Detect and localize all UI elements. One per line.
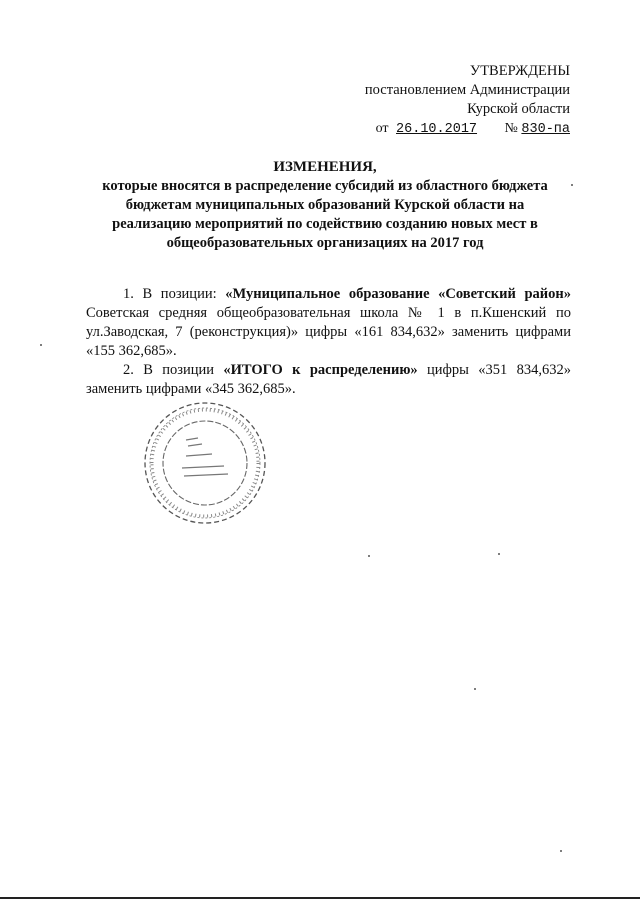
heading-line: реализацию мероприятий по содействию созданию новых мест в <box>112 216 538 232</box>
document-body <box>86 285 571 399</box>
item-2-prefix: 2. В позиции <box>123 362 224 378</box>
scan-speck <box>474 688 476 690</box>
heading-line: бюджетам муниципальных образований Курской области на <box>125 197 525 213</box>
heading-line: общеобразовательных организациях на 2017 год <box>166 235 484 251</box>
item-2-text: цифры «351 834,632» заменить цифрами «345 362,685». <box>86 362 571 397</box>
round-seal-stamp <box>142 400 268 526</box>
scan-speck <box>498 553 500 555</box>
number-label: № <box>504 121 518 136</box>
scan-speck <box>560 850 562 852</box>
resolution-label: постановлением Администрации <box>364 82 570 98</box>
region-label: Курской области <box>467 101 570 117</box>
heading-line: которые вносятся в распределение субсидий из областного бюджета <box>102 178 548 194</box>
item-1-prefix: 1. В позиции: <box>123 286 226 302</box>
item-2-position: «ИТОГО к распределению» <box>223 362 418 378</box>
document-heading <box>90 158 560 253</box>
scan-bottom-edge <box>0 897 640 899</box>
item-1-position: «Муниципальное образование «Советский район» <box>225 286 571 302</box>
approval-block <box>330 62 570 139</box>
scan-speck <box>40 344 42 346</box>
scan-speck <box>368 555 370 557</box>
scan-speck <box>571 184 573 186</box>
document-title: ИЗМЕНЕНИЯ, <box>273 159 377 175</box>
date-number-line <box>330 119 570 139</box>
resolution-number: 830-па <box>521 122 570 137</box>
change-item-2 <box>86 361 571 399</box>
from-label: от <box>375 121 389 136</box>
approved-label: УТВЕРЖДЕНЫ <box>469 63 570 79</box>
resolution-date: 26.10.2017 <box>396 122 478 137</box>
item-1-text: Советская средняя общеобразовательная школа № 1 в п.Кшенский по ул.Заводская, 7 (реконструкция)» цифры «161 834,632» заменить цифрами «155 362,685». <box>86 305 571 359</box>
change-item-1 <box>86 285 571 361</box>
